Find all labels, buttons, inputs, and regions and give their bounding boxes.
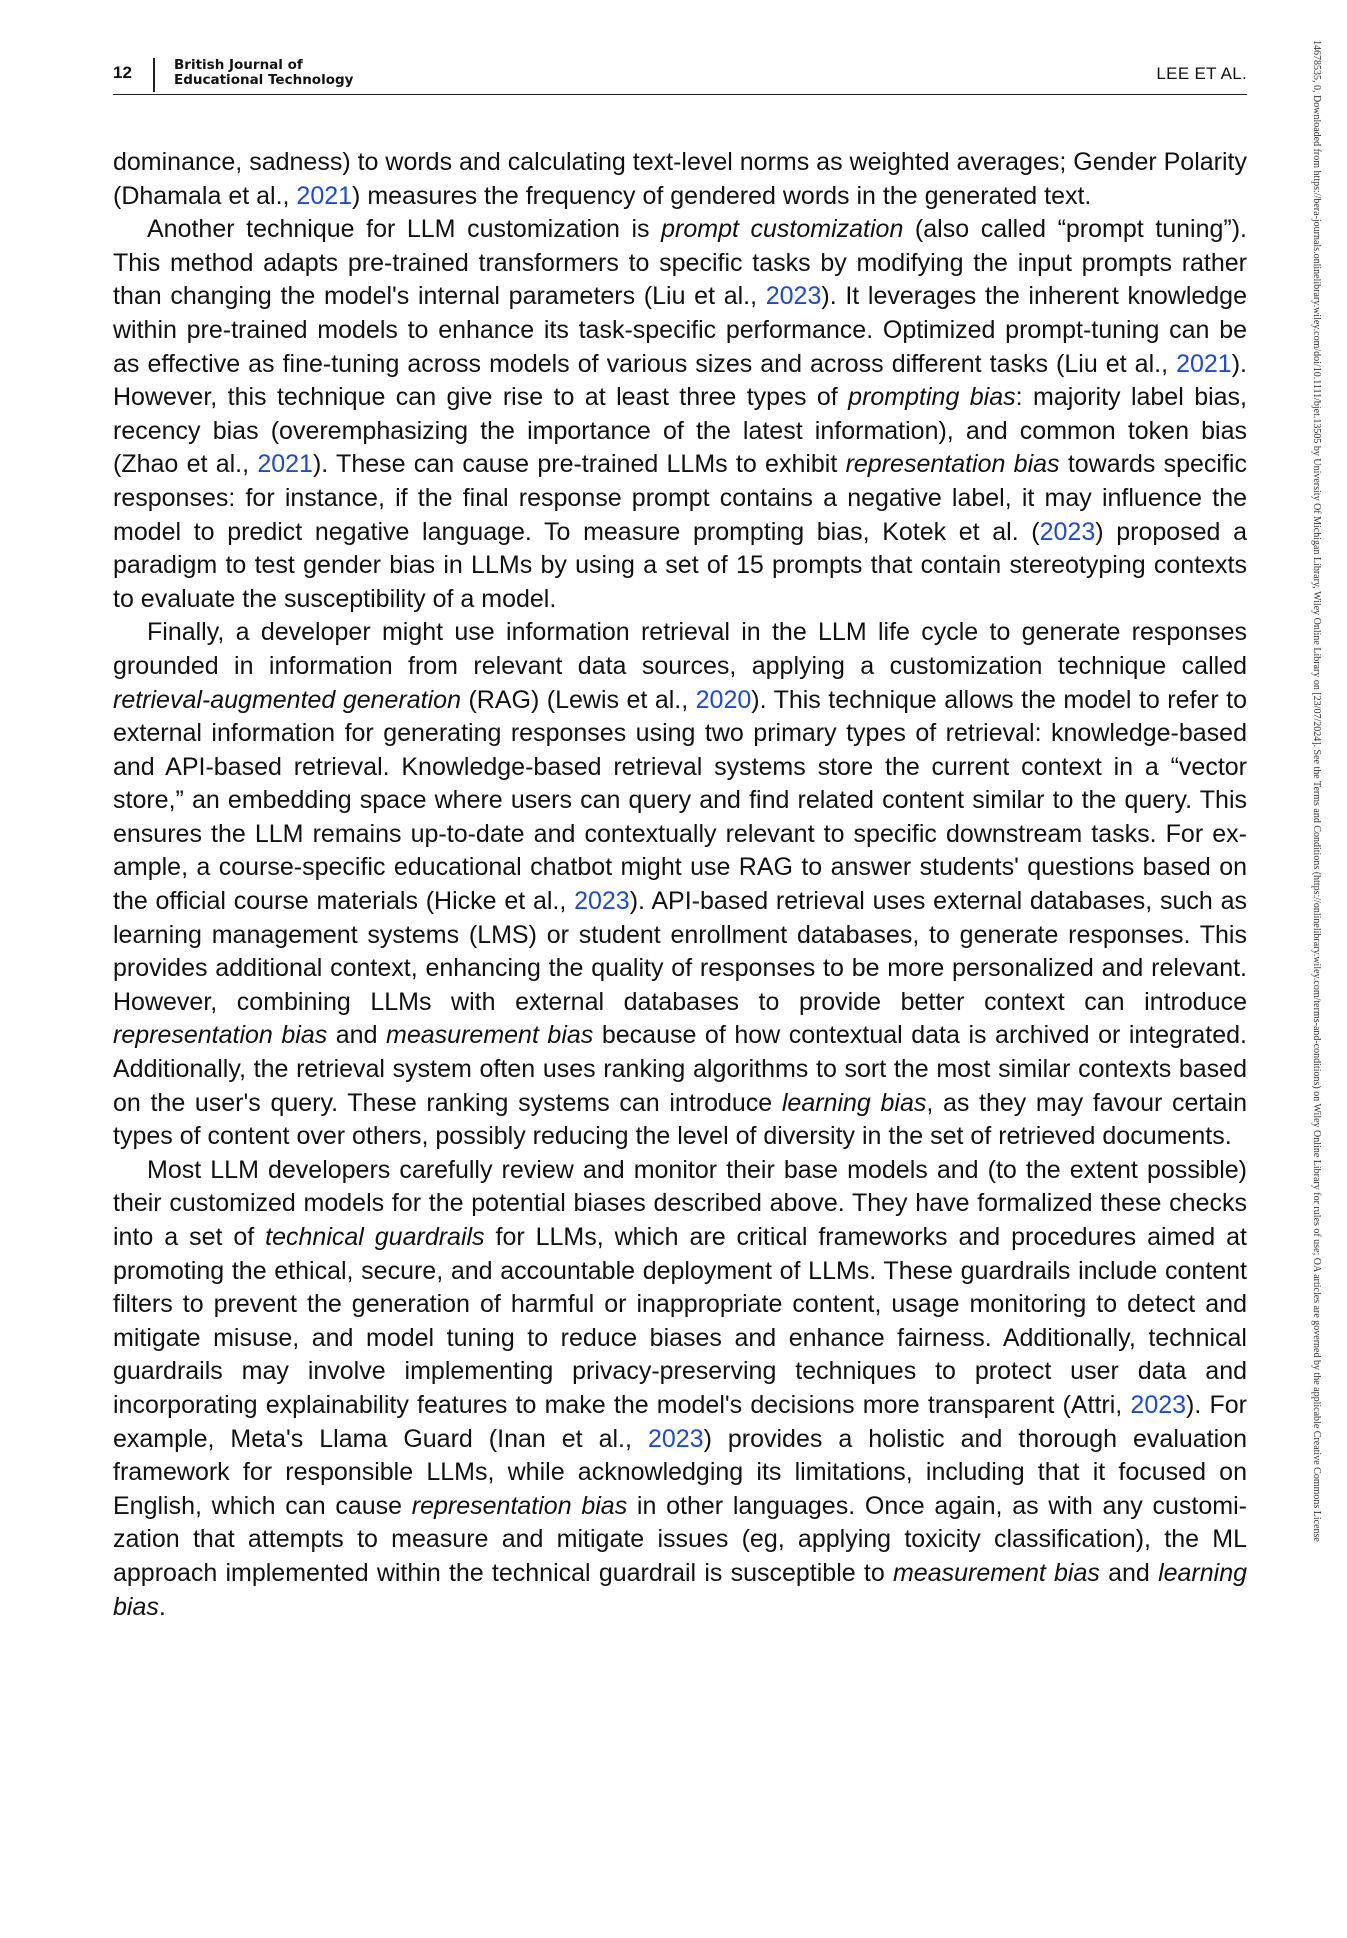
page-header bbox=[113, 56, 1247, 95]
citation-link[interactable]: 2023 bbox=[647, 1424, 704, 1453]
citation-link[interactable]: 2021 bbox=[296, 181, 353, 210]
text-run: ). This technique allows the model to refer to external information for generating responses using two primary types of retrieval: knowledge-based and API-based retrieval. Knowledge-based retrieval systems store the current context in a “vector store,” an embedding space where users can query and find related content similar to the query. This ensures the LLM remains up-to-date and contextually relevant to specific downstream tasks. For example, a course-specific educational chatbot might use RAG to answer students' questions based on the official course materials (Hicke et al., bbox=[113, 685, 1248, 916]
text-run: (also called “prompt tuning”). This method adapts pre-trained transformers to specific tasks by modifying the input prompts rather than changing the model's internal parameters (Liu et al., bbox=[113, 215, 1247, 311]
emphasized-term: retrieval-augmented generation bbox=[113, 685, 461, 714]
emphasized-term: learning bias bbox=[113, 1558, 1248, 1621]
text-run: and bbox=[327, 1021, 387, 1050]
text-run: for LLMs, which are critical frameworks and procedures aimed at promoting the ethical, secure, and accountable deployment of LLMs. These guardrails include content filters to prevent the generation of harmful or inappropriate content, usage monitoring to detect and mitigate misuse, and model tuning to reduce biases and enhance fairness. Additionally, technical guardrails may involve implementing privacy-preserving techniques to protect user data and incorporating explainability features to make the model's decisions more transparent (Attri, bbox=[113, 1223, 1247, 1419]
citation-link[interactable]: 2023 bbox=[1039, 517, 1096, 546]
text-run: Most LLM developers carefully review and monitor their base models and (to the extent possible) their customized models for the potential biases described above. They have formalized these checks into a set of bbox=[113, 1155, 1247, 1251]
text-run: ) measures the frequency of gendered words in the generated text. bbox=[352, 181, 1092, 210]
journal-name-line-1: British Journal of bbox=[174, 57, 303, 73]
emphasized-term: representation bias bbox=[113, 1021, 328, 1050]
emphasized-term: representation bias bbox=[845, 450, 1060, 479]
text-run: Finally, a developer might use information retrieval in the LLM life cycle to generate responses grounded in information from relevant data sources, applying a customization technique called bbox=[113, 618, 1247, 680]
citation-link[interactable]: 2023 bbox=[1130, 1390, 1187, 1419]
running-head: LEE ET AL. bbox=[1156, 64, 1247, 83]
text-run: ). It leverages the inherent knowledge within pre-trained models to enhance its task-specific performance. Optimized prompt-tuning can be as effective as fine-tuning across models of various sizes and across different tasks (Liu et al., bbox=[113, 282, 1247, 378]
text-run: dominance, sadness) to words and calculating text-level norms as weighted averages; Gender Polarity (Dhamala et al., bbox=[113, 148, 1247, 210]
article-body bbox=[113, 146, 1247, 1624]
journal-name-line-2: Educational Technology bbox=[174, 72, 354, 88]
citation-link[interactable]: 2020 bbox=[695, 685, 752, 714]
citation-link[interactable]: 2023 bbox=[765, 282, 822, 311]
text-run: ). These can cause pre-trained LLMs to exhibit bbox=[312, 450, 846, 479]
emphasized-term: prompt customization bbox=[661, 215, 904, 244]
text-run: . bbox=[158, 1592, 166, 1621]
download-notice: 14678535, 0, Downloaded from https://bera-journals.onlinelibrary.wiley.com/doi/10.1111/bjet.13505 by University Of Michigan Library, Wiley Online Library on [23/07/2024]. See the Terms and Conditions (https://onlinelibrary.wiley.com/terms-and-conditions) on Wiley Online Library for rules of use; OA articles are governed by the applicable Creative Commons License bbox=[1311, 40, 1322, 1542]
emphasized-term: representation bias bbox=[411, 1491, 628, 1520]
text-run: : majority label bias, recency bias (overemphasizing the importance of the latest information), and common token bias (Zhao et al., bbox=[113, 383, 1247, 479]
text-run: (RAG) (Lewis et al., bbox=[460, 685, 696, 714]
header-divider bbox=[153, 58, 155, 92]
emphasized-term: learning bias bbox=[781, 1088, 927, 1117]
text-run: in other languages. Once again, as with any customization that attempts to measure and mitigate issues (eg, applying toxicity classification), the ML approach implemented within the technical guardrail is susceptible to bbox=[113, 1491, 1247, 1587]
citation-link[interactable]: 2021 bbox=[1176, 349, 1232, 378]
text-run: ) provides a holistic and thorough evaluation framework for responsible LLMs, while acknowledging its limitations, including that it focused on English, which can cause bbox=[113, 1424, 1247, 1520]
text-run: and bbox=[1099, 1558, 1159, 1587]
page-number: 12 bbox=[113, 63, 132, 82]
paragraph bbox=[113, 616, 1247, 1154]
text-run: ). For example, Meta's Llama Guard (Inan et al., bbox=[113, 1390, 1247, 1453]
journal-name bbox=[174, 58, 353, 88]
text-run: towards specific responses: for instance, if the final response prompt contains a negative label, it may influence the model to predict negative language. To measure prompting bias, Kotek et al. ( bbox=[113, 450, 1247, 546]
citation-link[interactable]: 2023 bbox=[574, 887, 630, 916]
paragraph bbox=[113, 1154, 1247, 1624]
text-run: , as they may favour certain types of content over others, possibly reducing the level of diversity in the set of retrieved documents. bbox=[113, 1088, 1247, 1151]
emphasized-term: technical guardrails bbox=[265, 1223, 485, 1251]
citation-link[interactable]: 2021 bbox=[257, 450, 313, 479]
emphasized-term: measurement bias bbox=[892, 1558, 1100, 1587]
paragraph bbox=[113, 213, 1247, 616]
text-run: ). However, this technique can give rise to at least three types of bbox=[113, 349, 1247, 412]
paragraph bbox=[113, 146, 1247, 213]
emphasized-term: measurement bias bbox=[386, 1021, 594, 1050]
text-run: ) proposed a paradigm to test gender bias in LLMs by using a set of 15 prompts that contain stereotyping contexts to evaluate the susceptibility of a model. bbox=[113, 517, 1247, 613]
emphasized-term: prompting bias bbox=[848, 383, 1016, 412]
text-run: Another technique for LLM customization is bbox=[147, 215, 662, 244]
text-run: ). API-based retrieval uses external databases, such as learning management systems (LMS) or student enrollment databases, to generate responses. This provides additional context, enhancing the quality of responses to be more personalized and relevant. However, combining LLMs with external databases to provide better context can introduce bbox=[113, 887, 1247, 1016]
text-run: because of how contextual data is archived or integrated. Additionally, the retrieval system often uses ranking algorithms to sort the most similar contexts based on the user's query. These ranking systems can introduce bbox=[113, 1021, 1247, 1117]
